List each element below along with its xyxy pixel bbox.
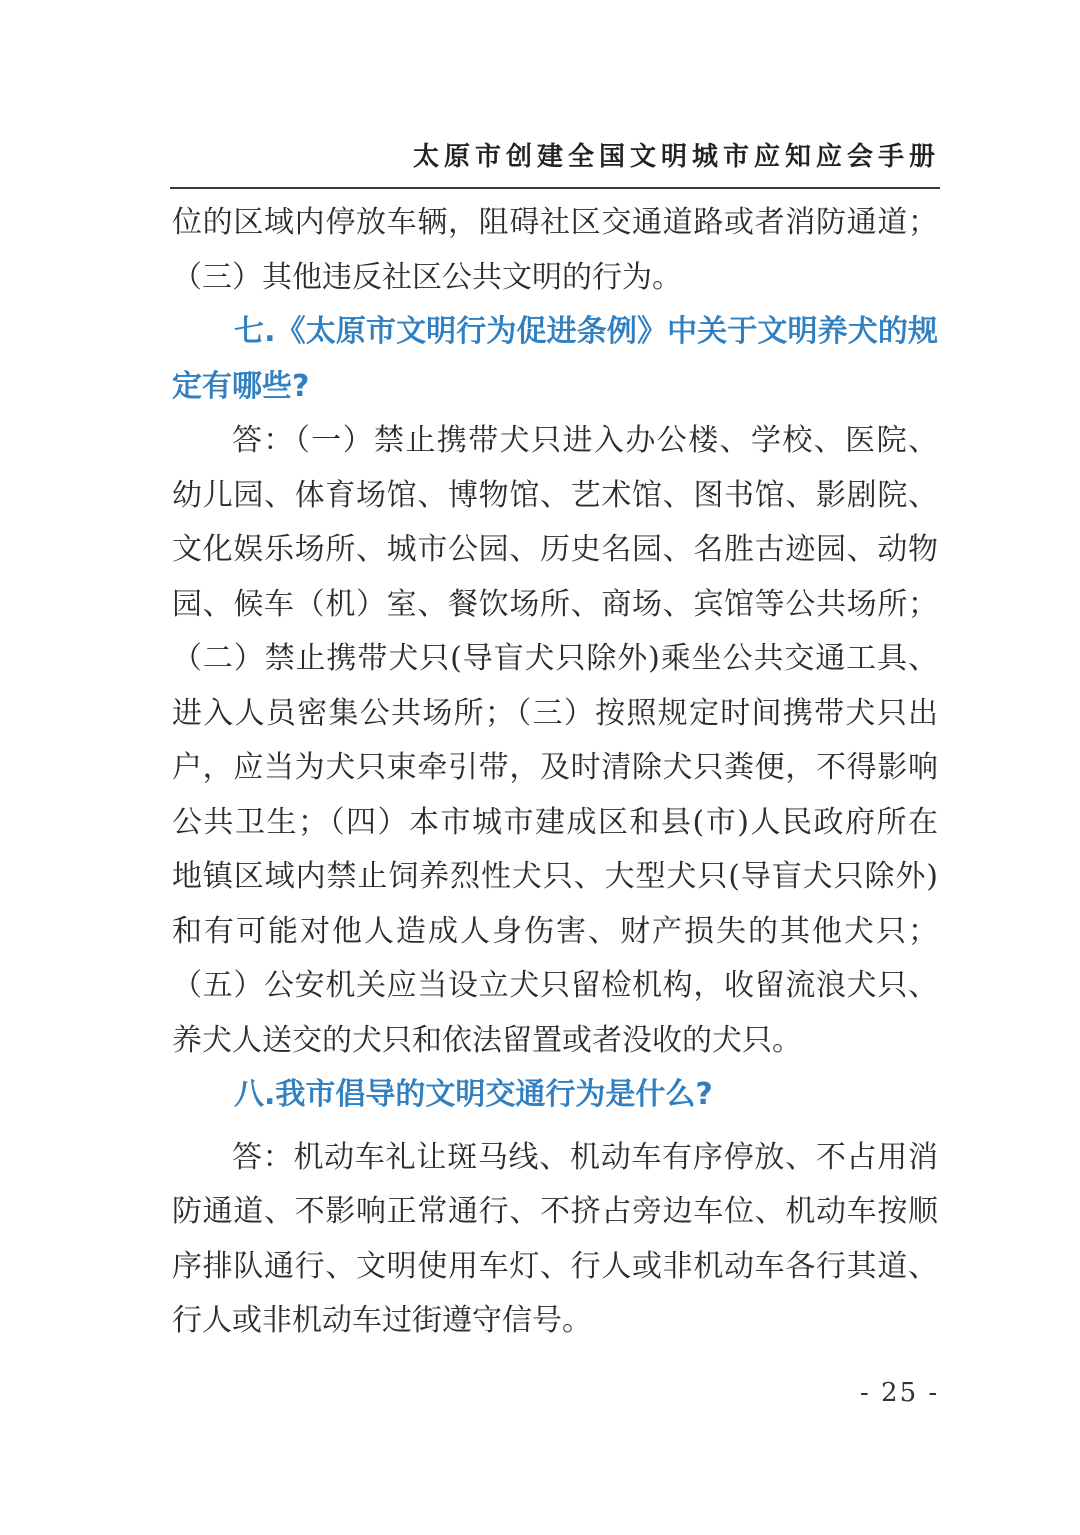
answer-7-line: 和有可能对他人造成人身伤害、财产损失的其他犬只；: [172, 913, 938, 949]
question-7-title-line: 七.《太原市文明行为促进条例》中关于文明养犬的规: [234, 314, 938, 349]
body-line: 位的区域内停放车辆，阻碍社区交通道路或者消防通道；: [172, 205, 938, 240]
answer-7-line: 文化娱乐场所、城市公园、历史名园、名胜古迹园、动物: [172, 532, 938, 567]
question-7-title-line: 定有哪些?: [172, 368, 310, 404]
answer-8-line: 行人或非机动车过街遵守信号。: [172, 1303, 592, 1338]
body-line: （三）其他违反社区公共文明的行为。: [172, 259, 682, 295]
answer-7-line: 园、候车（机）室、餐饮场所、商场、宾馆等公共场所；: [172, 586, 938, 622]
answer-7-line: 公共卫生；（四）本市城市建成区和县(市)人民政府所在: [172, 804, 938, 840]
answer-8-line: 防通道、不影响正常通行、不挤占旁边车位、机动车按顺: [172, 1194, 938, 1229]
running-header-title: 太原市创建全国文明城市应知应会手册: [412, 142, 940, 172]
answer-8-line: 答：机动车礼让斑马线、机动车有序停放、不占用消: [232, 1139, 938, 1175]
answer-8-line: 序排队通行、文明使用车灯、行人或非机动车各行其道、: [172, 1248, 938, 1284]
page-number: - 25 -: [860, 1378, 940, 1408]
answer-7-line: 地镇区域内禁止饲养烈性犬只、大型犬只(导盲犬只除外): [172, 859, 938, 894]
answer-7-line: （五）公安机关应当设立犬只留检机构，收留流浪犬只、: [172, 968, 938, 1003]
answer-7-line: 答：（一）禁止携带犬只进入办公楼、学校、医院、: [232, 423, 938, 458]
answer-7-line: 幼儿园、体育场馆、博物馆、艺术馆、图书馆、影剧院、: [172, 477, 938, 513]
question-8-title: 八.我市倡导的文明交通行为是什么?: [234, 1077, 713, 1112]
answer-7-line: （二）禁止携带犬只(导盲犬只除外)乘坐公共交通工具、: [172, 641, 938, 676]
answer-7-line: 养犬人送交的犬只和依法留置或者没收的犬只。: [172, 1022, 802, 1058]
answer-7-line: 进入人员密集公共场所；（三）按照规定时间携带犬只出: [172, 695, 938, 731]
paragraph-gap: [172, 1123, 938, 1131]
page-body: [172, 196, 938, 1349]
answer-7-line: 户，应当为犬只束牵引带，及时清除犬只粪便，不得影响: [172, 750, 938, 785]
header-divider: [170, 187, 940, 189]
